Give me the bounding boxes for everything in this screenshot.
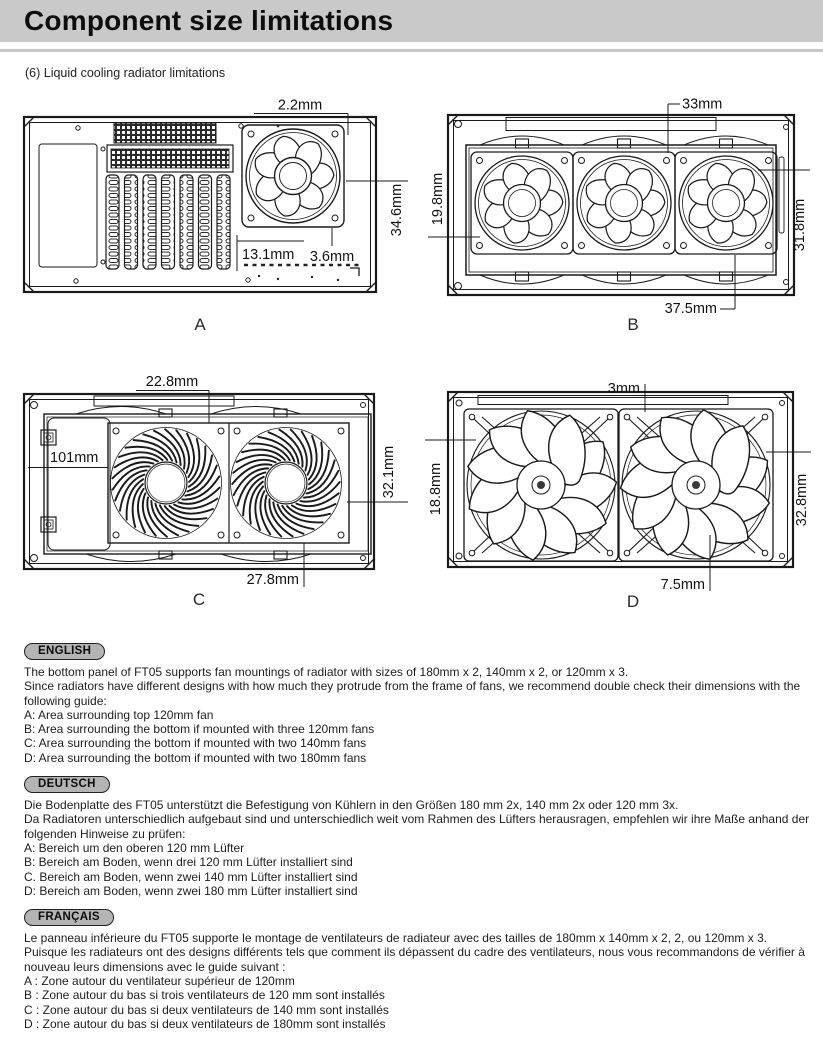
dimension-label-b-right: 31.8mm (792, 198, 808, 252)
dimension-label-c-right: 32.1mm (381, 445, 397, 499)
fan-180mm-1 (464, 409, 618, 562)
english-text (24, 665, 823, 765)
diagram-letter-a: A (194, 315, 206, 334)
text-line: D : Zone autour du bas si deux ventilateurs de 180mm sont installés (24, 1016, 386, 1031)
diagram-a-drawing (16, 95, 416, 340)
text-line: A: Area surrounding top 120mm fan (24, 707, 214, 722)
fan-120mm-3 (675, 152, 777, 254)
section-francais (0, 907, 823, 1031)
dimension-label-a-bottom-left: 13.1mm (242, 247, 295, 263)
dimension-label-c-top: 22.8mm (145, 374, 199, 390)
text-line: folgenden Hinweise zu prüfen: (24, 826, 186, 841)
blank-area (41, 418, 110, 550)
dimension-label-b-bottom: 37.5mm (664, 301, 717, 317)
diagram-b (418, 95, 818, 340)
text-line: C : Zone autour du bas si deux ventilateurs de 140 mm sont installés (24, 1002, 389, 1017)
section-english (0, 641, 823, 765)
diagram-c (16, 372, 416, 617)
diagram-d (418, 372, 818, 617)
fan-120mm-1 (471, 152, 573, 254)
language-badge-francais: FRANÇAIS (24, 909, 114, 926)
page-title: Component size limitations (24, 5, 394, 36)
language-badge-deutsch: DEUTSCH (24, 776, 110, 793)
text-line: nouveau leurs dimensions avec le guide suivant : (24, 959, 286, 974)
fan-120mm-2 (573, 152, 675, 254)
text-line: D: Area surrounding the bottom if mounted with two 180mm fans (24, 750, 367, 765)
diagram-letter-c: C (192, 590, 206, 609)
language-badge-english: ENGLISH (24, 643, 105, 660)
header-divider (0, 49, 823, 52)
fan-180mm-2 (619, 408, 773, 561)
text-line: Le panneau inférieure du FT05 supporte le montage de ventilateurs de radiateur avec des tailles de 180mm x 140mm x 2, 2, ou 120mm x 3. (24, 931, 768, 946)
fan-140mm-1 (111, 428, 222, 539)
dimension-label-d-right: 32.8mm (794, 473, 810, 527)
text-line: A : Zone autour du ventilateur supérieur de 120mm (24, 974, 295, 989)
diagram-a (16, 95, 416, 340)
text-line: B: Area surrounding the bottom if mounted with three 120mm fans (24, 722, 375, 737)
dimension-label-b-top: 33mm (682, 96, 723, 113)
diagram-letter-d: D (626, 592, 640, 611)
psu-panel (39, 144, 105, 267)
fan-120mm-top (242, 125, 344, 227)
expansion-slots (106, 175, 230, 269)
text-line: B: Bereich am Boden, wenn drei 120 mm Lüfter installiert sind (24, 855, 353, 870)
language-sections (0, 641, 823, 1031)
text-line: Since radiators have different designs with how much they protrude from the frame of fans, we recommend double check their dimensions with the (24, 679, 801, 694)
text-line: Die Bodenplatte des FT05 unterstützt die Befestigung von Kühlern in den Größen 180 mm 2x, 140 mm 2x oder 120 mm 3x. (24, 798, 679, 813)
text-line: D: Bereich am Boden, wenn zwei 180 mm Lüfter installiert sind (24, 883, 358, 898)
dimension-label-c-bottom: 27.8mm (246, 572, 299, 588)
diagram-letter-b: B (627, 315, 639, 334)
section-label: (6) Liquid cooling radiator limitations (25, 66, 226, 80)
dimension-label-a-top: 2.2mm (277, 97, 323, 114)
diagram-d-drawing (418, 372, 818, 617)
dimension-label-a-right: 34.6mm (389, 183, 405, 237)
page-header (0, 0, 823, 42)
deutsch-text (24, 798, 823, 898)
dimension-label-a-bottom-right: 3.6mm (309, 249, 355, 265)
diagram-c-drawing (16, 372, 416, 617)
dimension-label-b-left: 19.8mm (430, 172, 446, 226)
mesh-panel (107, 123, 233, 172)
francais-text (24, 931, 823, 1031)
text-line: The bottom panel of FT05 supports fan mountings of radiator with sizes of 180mm x 2, 140mm x 2, or 120mm x 3. (24, 665, 629, 679)
dimension-label-c-left: 101mm (50, 450, 99, 466)
dimension-label-d-bottom: 7.5mm (660, 577, 705, 593)
diagram-b-drawing (418, 95, 818, 340)
text-line: C. Bereich am Boden, wenn zwei 140 mm Lüfter installiert sind (24, 869, 358, 884)
dimension-label-d-top: 3mm (607, 381, 640, 397)
fan-140mm-2 (231, 428, 342, 539)
section-deutsch (0, 774, 823, 898)
text-line: C: Area surrounding the bottom if mounted with two 140mm fans (24, 736, 367, 751)
diagram-grid (0, 95, 823, 617)
text-line: A: Bereich um den oberen 120 mm Lüfter (24, 840, 245, 855)
text-line: following guide: (24, 693, 107, 708)
text-line: Puisque les radiateurs ont des designs différents tels que comment ils dépassent du cadre des ventilateurs, nous vous recommandons de vérifier à (24, 945, 805, 960)
dimension-label-d-left: 18.8mm (428, 462, 444, 516)
text-line: B : Zone autour du bas si trois ventilateurs de 120 mm sont installés (24, 988, 385, 1003)
text-line: Da Radiatoren unterschiedlich aufgebaut sind und unterschiedlich weit vom Rahmen des Lüfters herausragen, empfehlen wir ihre Maße anhand der (24, 812, 810, 827)
